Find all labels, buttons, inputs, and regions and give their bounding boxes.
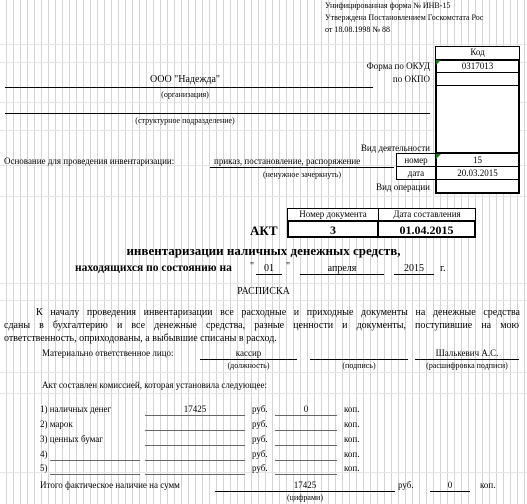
position-caption: (должность) xyxy=(227,361,270,370)
receipt-para2: сданы в бухгалтерию и все денежные средства, разные ценности и документы, поступившие на мою xyxy=(4,320,519,331)
data-label: дата xyxy=(407,168,425,178)
item-rub-underline[interactable] xyxy=(145,415,245,416)
kop-label: коп. xyxy=(344,404,360,414)
day-underline xyxy=(256,274,282,275)
item-kop-value: 0 xyxy=(303,404,309,414)
approval-text: Утверждена Постановлением Госкомстата Рос xyxy=(325,13,484,22)
doc-number-label: Номер документа xyxy=(299,209,367,219)
item-kop-underline[interactable] xyxy=(275,445,337,446)
signature-underline[interactable] xyxy=(310,359,408,360)
total-rub-label: руб. xyxy=(398,480,414,490)
item-rub-underline[interactable] xyxy=(145,430,245,431)
activity-cell[interactable] xyxy=(435,85,520,153)
kod-label: Код xyxy=(470,47,485,57)
basis-label: Основание для проведения инвентаризации: xyxy=(4,156,175,166)
total-kop-value: 0 xyxy=(447,480,453,490)
kop-label: коп. xyxy=(344,463,360,473)
okud-label: Форма по ОКУД xyxy=(366,61,430,71)
name-underline xyxy=(415,359,519,360)
quote-close: " xyxy=(286,261,291,272)
position-underline xyxy=(200,359,297,360)
basis-underline xyxy=(210,167,394,168)
comment-marker-icon xyxy=(436,60,441,65)
nomer-value: 15 xyxy=(473,155,482,165)
item-kop-underline[interactable] xyxy=(275,474,337,475)
kop-label: коп. xyxy=(344,434,360,444)
quote-open: " xyxy=(250,261,255,272)
nomer-label: номер xyxy=(404,155,428,165)
rub-label: руб. xyxy=(252,419,268,429)
basis-value: приказ, постановление, распоряжение xyxy=(214,156,361,166)
date-prefix: находящихся по состоянию на xyxy=(75,262,232,274)
item-label: 5) xyxy=(40,463,48,473)
subdivision-caption: (структурное подразделение) xyxy=(135,116,235,125)
receipt-para1: К началу проведения инвентаризации все расходные и приходные документы на денежные средства xyxy=(36,307,520,318)
kop-label: коп. xyxy=(344,419,360,429)
data-value: 20.03.2015 xyxy=(457,168,498,178)
commission-label: Акт составлен комиссией, которая установила следующее: xyxy=(42,380,267,390)
item-kop-underline[interactable] xyxy=(275,460,337,461)
item-label: 2) марок xyxy=(40,419,73,429)
total-label: Итого фактическое наличие на сумм xyxy=(40,480,180,490)
okpo-label: по ОКПО xyxy=(392,74,430,84)
rub-label: руб. xyxy=(252,463,268,473)
operation-cell[interactable] xyxy=(435,179,520,194)
basis-caption: (ненужное зачеркнуть) xyxy=(262,170,342,179)
year-suffix: г. xyxy=(440,263,446,274)
responsible-position: кассир xyxy=(235,348,262,358)
total-caption: (цифрами) xyxy=(287,493,323,502)
item-kop-underline[interactable] xyxy=(275,430,337,431)
total-kop-underline[interactable] xyxy=(430,491,470,492)
okpo-cell[interactable] xyxy=(435,72,520,86)
activity-label: Вид деятельности xyxy=(360,143,430,153)
rub-label: руб. xyxy=(252,434,268,444)
act-heading: инвентаризации наличных денежных средств, xyxy=(126,243,401,258)
item-name-underline[interactable] xyxy=(50,474,140,475)
doc-date-label: Дата составления xyxy=(393,209,461,219)
item-rub-value: 17425 xyxy=(183,404,207,414)
act-title: АКТ xyxy=(250,223,278,238)
signature-caption: (подпись) xyxy=(342,361,376,370)
okud-value: 0317013 xyxy=(461,61,494,71)
rub-label: руб. xyxy=(252,404,268,414)
responsible-label: Материально ответственное лицо: xyxy=(42,348,174,358)
rub-label: руб. xyxy=(252,449,268,459)
item-rub-underline[interactable] xyxy=(145,445,245,446)
item-name-underline[interactable] xyxy=(50,460,140,461)
item-label: 4) xyxy=(40,449,48,459)
act-month: апреля xyxy=(327,263,357,274)
receipt-title: РАСПИСКА xyxy=(237,286,290,297)
act-day: 01 xyxy=(264,263,274,274)
organization-underline xyxy=(5,87,373,88)
name-caption: (расшифровка подписи) xyxy=(426,361,508,370)
organization-name: ООО "Надежда" xyxy=(150,74,220,85)
item-rub-underline[interactable] xyxy=(145,460,245,461)
total-kop-label: коп. xyxy=(480,480,496,490)
item-label: 1) наличных денег xyxy=(40,404,112,414)
kop-label: коп. xyxy=(344,449,360,459)
year-underline xyxy=(394,274,434,275)
responsible-name: Шалькевич А.С. xyxy=(435,348,499,358)
total-rub-value: 17425 xyxy=(293,480,317,490)
comment-marker-icon xyxy=(436,154,441,159)
organization-caption: (организация) xyxy=(161,90,209,99)
total-rub-underline[interactable] xyxy=(215,491,395,492)
item-kop-underline[interactable] xyxy=(275,415,337,416)
item-label: 3) ценных бумаг xyxy=(40,434,103,444)
doc-date: 01.04.2015 xyxy=(399,223,454,237)
subdivision-underline xyxy=(5,113,430,114)
item-rub-underline[interactable] xyxy=(145,474,245,475)
approval-date-text: от 18.08.1998 № 88 xyxy=(325,25,391,34)
doc-number: 3 xyxy=(330,223,336,237)
receipt-para3: ответственность, оприходованы, а выбывшие списаны в расход. xyxy=(4,333,277,344)
month-underline xyxy=(300,274,384,275)
form-number-text: Унифицированная форма № ИНВ-15 xyxy=(325,1,451,10)
act-year: 2015 xyxy=(404,263,424,274)
operation-label: Вид операции xyxy=(376,182,430,192)
